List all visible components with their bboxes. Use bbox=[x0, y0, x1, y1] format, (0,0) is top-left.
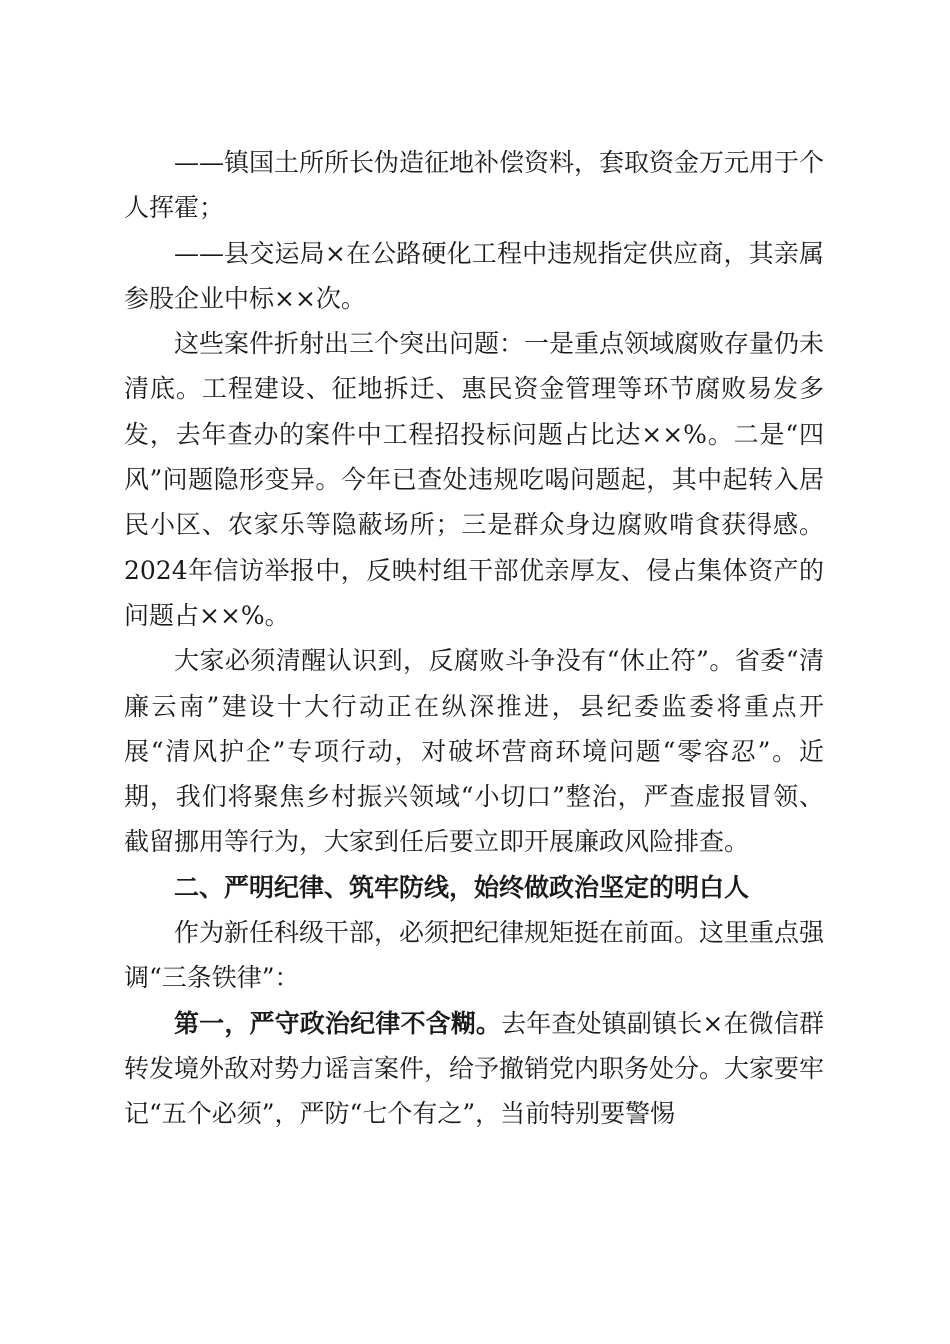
paragraph-political-discipline bbox=[124, 1001, 824, 1137]
paragraph-body-text: 去年查处镇副镇长×在微信群转发境外敌对势力谣言案件，给予撤销党内职务处分。大家要牢记“五个必须”，严防“七个有之”，当前特别要警惕 bbox=[124, 1008, 825, 1129]
paragraph-case-land-bureau: ——镇国土所所长伪造征地补偿资料，套取资金万元用于个人挥霍； bbox=[124, 148, 825, 223]
document-body bbox=[124, 140, 824, 1137]
section-heading-discipline: 二、严明纪律、筑牢防线，始终做政治坚定的明白人 bbox=[174, 872, 750, 902]
paragraph-anti-corruption-awareness: 大家必须清醒认识到，反腐败斗争没有“休止符”。省委“清廉云南”建设十大行动正在纵深推进，县纪委监委将重点开展“清风护企”专项行动，对破坏营商环境问题“零容忍”。近期，我们将聚焦乡村振兴领域“小切口”整治，严查虚报冒领、截留挪用等行为，大家到任后要立即开展廉政风险排查。 bbox=[124, 646, 824, 857]
paragraph-lead-sentence: 第一，严守政治纪律不含糊。 bbox=[174, 1008, 502, 1038]
paragraph-three-problems: 这些案件折射出三个突出问题：一是重点领域腐败存量仍未清底。工程建设、征地拆迁、惠民资金管理等环节腐败易发多发，去年查办的案件中工程招投标问题占比达××%。二是“四风”问题隐形变异。今年已查处违规吃喝问题起，其中起转入居民小区、农家乐等隐蔽场所；三是群众身边腐败啃食获得感。2024年信访举报中，反映村组干部优亲厚友、侵占集体资产的问题占××%。 bbox=[124, 329, 825, 630]
paragraph-three-iron-rules: 作为新任科级干部，必须把纪律规矩挺在前面。这里重点强调“三条铁律”： bbox=[124, 918, 825, 993]
paragraph-case-transport-bureau: ——县交运局×在公路硬化工程中违规指定供应商，其亲属参股企业中标××次。 bbox=[124, 238, 824, 313]
